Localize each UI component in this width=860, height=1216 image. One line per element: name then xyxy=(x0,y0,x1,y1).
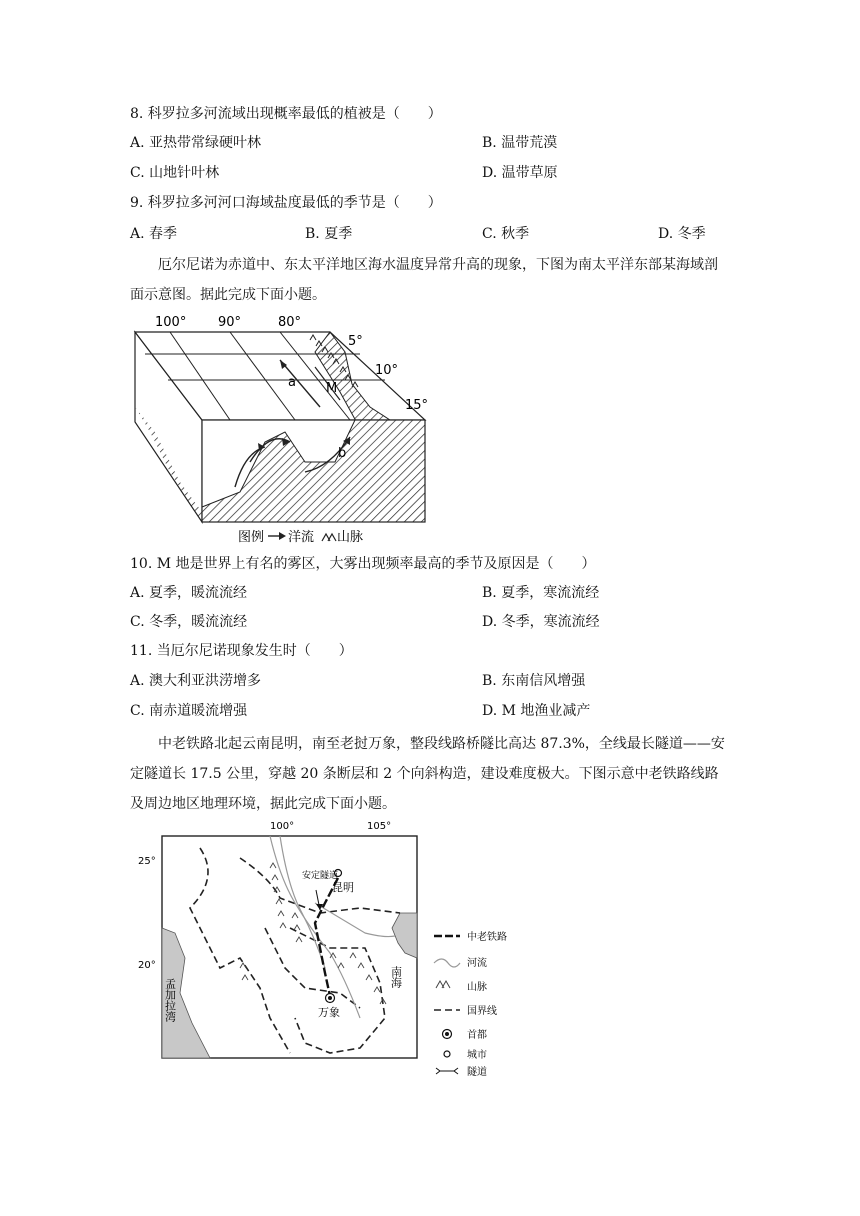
point-a-label: a xyxy=(288,375,296,390)
lat-label-10: 10° xyxy=(375,363,399,378)
mountain-icon xyxy=(322,534,336,541)
legend-current: 洋流 xyxy=(288,530,315,545)
q8-option-c: C. 山地针叶林 xyxy=(130,165,220,181)
question-8-stem: 8. 科罗拉多河流域出现概率最低的植被是（ ） xyxy=(130,106,442,122)
q10-option-b: B. 夏季，寒流流经 xyxy=(482,585,600,601)
current-arrow-icon xyxy=(279,532,286,540)
lon-label-100: 100° xyxy=(270,821,295,832)
lat-label-25: 25° xyxy=(138,856,156,867)
point-b-label: b xyxy=(338,446,347,461)
q11-option-c: C. 南赤道暖流增强 xyxy=(130,703,248,719)
legend-mountain: 山脉 xyxy=(467,982,487,993)
q8-option-a: A. 亚热带常绿硬叶林 xyxy=(130,135,262,151)
q8-option-d: D. 温带草原 xyxy=(482,165,558,181)
q9-option-a: A. 春季 xyxy=(130,226,178,242)
legend-mountain: 山脉 xyxy=(337,530,364,545)
lat-label-5: 5° xyxy=(348,334,363,349)
city-icon xyxy=(444,1051,450,1057)
q9-option-d: D. 冬季 xyxy=(658,226,706,242)
lon-label-100: 100° xyxy=(155,315,187,330)
q9-option-b: B. 夏季 xyxy=(305,226,353,242)
map-legend xyxy=(434,930,507,1078)
passage-el-nino: 厄尔尼诺为赤道中、东太平洋地区海水温度异常升高的现象，下图为南太平洋东部某海域剖面示意图。据此完成下面小题。 xyxy=(130,257,718,303)
q10-option-a: A. 夏季，暖流流经 xyxy=(130,585,248,601)
vientiane-label: 万象 xyxy=(318,1006,340,1019)
bay-of-bengal-label: 孟加拉湾 xyxy=(163,978,177,1022)
question-11-stem: 11. 当厄尔尼诺现象发生时（ ） xyxy=(130,643,353,659)
tunnel-icon xyxy=(436,1068,458,1074)
q11-option-a: A. 澳大利亚洪涝增多 xyxy=(130,673,262,689)
lat-label-15: 15° xyxy=(405,398,429,413)
q11-option-b: B. 东南信风增强 xyxy=(482,673,586,689)
q8-option-b: B. 温带荒漠 xyxy=(482,135,558,151)
legend-capital: 首都 xyxy=(467,1030,487,1041)
lon-label-90: 90° xyxy=(218,315,242,330)
legend-river: 河流 xyxy=(467,958,487,969)
legend-border: 国界线 xyxy=(467,1006,497,1017)
vientiane-capital-icon xyxy=(328,996,332,1000)
q10-option-c: C. 冬季，暖流流经 xyxy=(130,614,248,630)
q9-option-c: C. 秋季 xyxy=(482,226,530,242)
question-9-stem: 9. 科罗拉多河河口海域盐度最低的季节是（ ） xyxy=(130,195,442,211)
lon-label-80: 80° xyxy=(278,315,302,330)
q11-option-d: D. M 地渔业减产 xyxy=(482,703,591,719)
passage-china-laos-railway: 中老铁路北起云南昆明，南至老挝万象，整段线路桥隧比高达 87.3%，全线最长隧道——安定隧道长 17.5 公里，穿越 20 条断层和 2 个向斜构造，建设难度极大。下图示意中老铁路线路及周边地区地理环境，据此完成下面小题。 xyxy=(130,736,725,812)
mountain-icon xyxy=(436,981,450,988)
lon-label-105: 105° xyxy=(367,821,392,832)
capital-icon xyxy=(445,1032,449,1036)
kunming-label: 昆明 xyxy=(332,881,354,894)
legend-tunnel: 隧道 xyxy=(467,1067,487,1078)
lat-label-20: 20° xyxy=(138,960,156,971)
river-icon xyxy=(434,959,460,967)
railway-map-figure xyxy=(130,818,530,1080)
south-china-sea-label: 南海 xyxy=(389,966,403,988)
question-10-stem: 10. M 地是世界上有名的雾区，大雾出现频率最高的季节及原因是（ ） xyxy=(130,556,596,572)
tunnel-label: 安定隧道 xyxy=(302,871,339,881)
point-m-label: M xyxy=(326,381,338,396)
legend-city: 城市 xyxy=(467,1050,487,1061)
legend-title: 图例 xyxy=(238,530,265,545)
ocean-profile-figure xyxy=(130,312,435,547)
q10-option-d: D. 冬季，寒流流经 xyxy=(482,614,600,630)
legend-railway: 中老铁路 xyxy=(467,932,507,943)
